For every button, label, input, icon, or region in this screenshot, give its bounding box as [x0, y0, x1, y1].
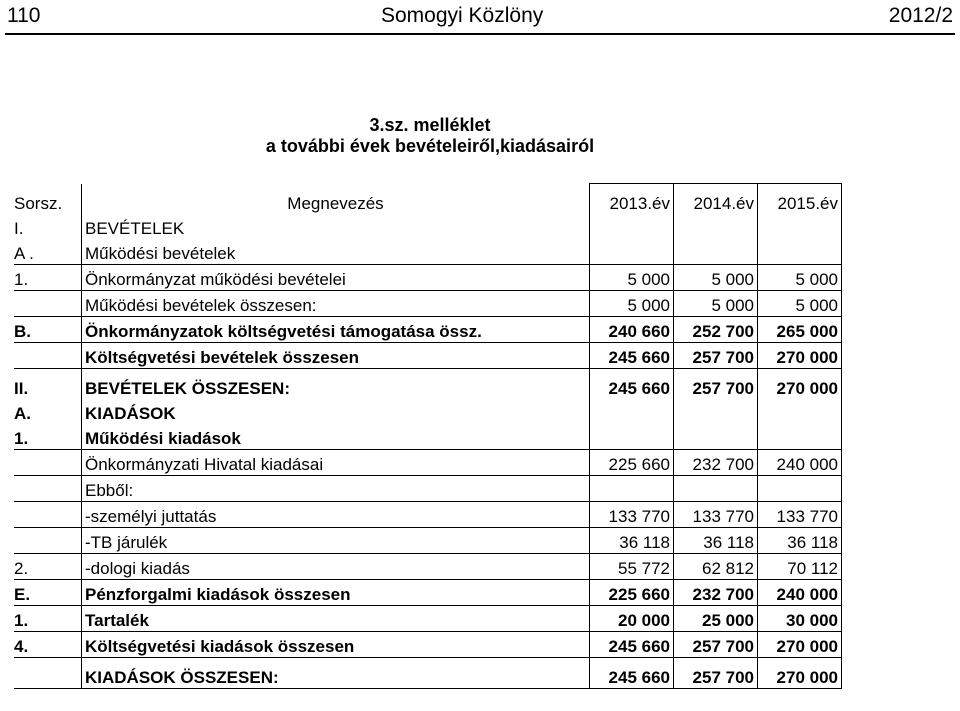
table-row: [14, 580, 842, 606]
cell-year-2015: 270 000: [758, 658, 842, 689]
cell-year-2015: 265 000: [758, 317, 842, 343]
table-row: [14, 606, 842, 632]
cell-year-2014: 5 000: [674, 265, 758, 291]
cell-name: Önkormányzati Hivatal kiadásai: [82, 450, 590, 476]
table-header-row: [14, 184, 842, 215]
cell-year-2013: 245 660: [590, 343, 674, 369]
table-row: [14, 214, 842, 239]
cell-year-2015: [758, 239, 842, 265]
cell-year-2015: [758, 214, 842, 239]
cell-sorsz: A.: [14, 399, 82, 424]
cell-year-2013: 133 770: [590, 502, 674, 528]
cell-year-2015: 70 112: [758, 554, 842, 580]
cell-year-2015: 133 770: [758, 502, 842, 528]
cell-name: BEVÉTELEK: [82, 214, 590, 239]
cell-year-2013: [590, 399, 674, 424]
table-row: [14, 554, 842, 580]
annex-subtitle: a további évek bevételeiről,kiadásairól: [265, 136, 595, 156]
cell-sorsz: [14, 343, 82, 369]
cell-year-2013: [590, 214, 674, 239]
table-row: [14, 450, 842, 476]
table-row: [14, 239, 842, 265]
header-rule: [5, 33, 955, 35]
cell-year-2015: 5 000: [758, 265, 842, 291]
cell-year-2015: 36 118: [758, 528, 842, 554]
cell-name: Ebből:: [82, 476, 590, 502]
cell-name: -dologi kiadás: [82, 554, 590, 580]
cell-name: -TB járulék: [82, 528, 590, 554]
table-row: [14, 399, 842, 424]
cell-year-2014: 252 700: [674, 317, 758, 343]
cell-year-2013: [590, 424, 674, 450]
cell-year-2015: 30 000: [758, 606, 842, 632]
cell-name: Önkormányzat működési bevételei: [82, 265, 590, 291]
cell-name: Működési bevételek összesen:: [82, 291, 590, 317]
table-row: [14, 291, 842, 317]
cell-sorsz: [14, 450, 82, 476]
cell-sorsz: [14, 476, 82, 502]
cell-name: Tartalék: [82, 606, 590, 632]
budget-table: [14, 183, 842, 689]
table-row: [14, 658, 842, 689]
table-row: [14, 265, 842, 291]
cell-name: Költségvetési kiadások összesen: [82, 632, 590, 658]
cell-year-2013: 225 660: [590, 580, 674, 606]
cell-name: KIADÁSOK ÖSSZESEN:: [82, 658, 590, 689]
cell-sorsz: 1.: [14, 606, 82, 632]
cell-name: BEVÉTELEK ÖSSZESEN:: [82, 369, 590, 400]
cell-year-2014: [674, 214, 758, 239]
cell-year-2014: [674, 239, 758, 265]
table-row: [14, 528, 842, 554]
cell-name: Pénzforgalmi kiadások összesen: [82, 580, 590, 606]
cell-year-2015: 240 000: [758, 580, 842, 606]
cell-year-2014: 62 812: [674, 554, 758, 580]
table-row: [14, 424, 842, 450]
cell-sorsz: 2.: [14, 554, 82, 580]
cell-year-2014: 232 700: [674, 450, 758, 476]
cell-year-2015: 270 000: [758, 632, 842, 658]
cell-sorsz: 1.: [14, 424, 82, 450]
table-row: [14, 476, 842, 502]
table-row: [14, 502, 842, 528]
cell-sorsz: [14, 658, 82, 689]
cell-sorsz: A .: [14, 239, 82, 265]
header-sorsz: Sorsz.: [14, 184, 82, 215]
cell-sorsz: [14, 502, 82, 528]
table-row: [14, 369, 842, 400]
issue-number: 2012/2: [888, 4, 953, 27]
cell-year-2014: 257 700: [674, 343, 758, 369]
table-row: [14, 343, 842, 369]
cell-year-2014: 36 118: [674, 528, 758, 554]
cell-year-2013: 5 000: [590, 265, 674, 291]
header-year-2014: 2014.év: [674, 184, 758, 215]
cell-sorsz: 1.: [14, 265, 82, 291]
cell-sorsz: I.: [14, 214, 82, 239]
cell-year-2015: 240 000: [758, 450, 842, 476]
cell-sorsz: B.: [14, 317, 82, 343]
cell-year-2013: 225 660: [590, 450, 674, 476]
cell-sorsz: [14, 528, 82, 554]
cell-name: KIADÁSOK: [82, 399, 590, 424]
cell-year-2014: [674, 399, 758, 424]
header-year-2013: 2013.év: [590, 184, 674, 215]
cell-sorsz: E.: [14, 580, 82, 606]
cell-year-2015: 270 000: [758, 369, 842, 400]
cell-year-2013: 36 118: [590, 528, 674, 554]
cell-name: Működési bevételek: [82, 239, 590, 265]
cell-year-2013: 55 772: [590, 554, 674, 580]
cell-year-2014: 25 000: [674, 606, 758, 632]
cell-year-2014: 257 700: [674, 632, 758, 658]
header-name: Megnevezés: [82, 184, 590, 215]
cell-year-2015: [758, 476, 842, 502]
cell-name: Költségvetési bevételek összesen: [82, 343, 590, 369]
cell-year-2013: 245 660: [590, 658, 674, 689]
cell-year-2015: [758, 424, 842, 450]
cell-year-2015: 5 000: [758, 291, 842, 317]
cell-year-2014: [674, 476, 758, 502]
cell-year-2014: 232 700: [674, 580, 758, 606]
cell-year-2014: [674, 424, 758, 450]
cell-year-2014: 133 770: [674, 502, 758, 528]
cell-sorsz: [14, 291, 82, 317]
cell-year-2014: 5 000: [674, 291, 758, 317]
cell-year-2013: [590, 239, 674, 265]
publication-title: Somogyi Közlöny: [381, 4, 544, 27]
cell-name: Önkormányzatok költségvetési támogatása össz.: [82, 317, 590, 343]
cell-sorsz: 4.: [14, 632, 82, 658]
cell-year-2013: 5 000: [590, 291, 674, 317]
page-number: 110: [7, 4, 41, 27]
cell-year-2013: 245 660: [590, 632, 674, 658]
annex-title: 3.sz. melléklet: [369, 115, 491, 135]
cell-name: Működési kiadások: [82, 424, 590, 450]
cell-year-2015: 270 000: [758, 343, 842, 369]
page-header: [0, 0, 960, 36]
cell-name: -személyi juttatás: [82, 502, 590, 528]
cell-year-2013: 240 660: [590, 317, 674, 343]
cell-sorsz: II.: [14, 369, 82, 400]
cell-year-2014: 257 700: [674, 369, 758, 400]
table-row: [14, 317, 842, 343]
table-row: [14, 632, 842, 658]
cell-year-2013: [590, 476, 674, 502]
cell-year-2013: 20 000: [590, 606, 674, 632]
cell-year-2015: [758, 399, 842, 424]
cell-year-2014: 257 700: [674, 658, 758, 689]
header-year-2015: 2015.év: [758, 184, 842, 215]
cell-year-2013: 245 660: [590, 369, 674, 400]
